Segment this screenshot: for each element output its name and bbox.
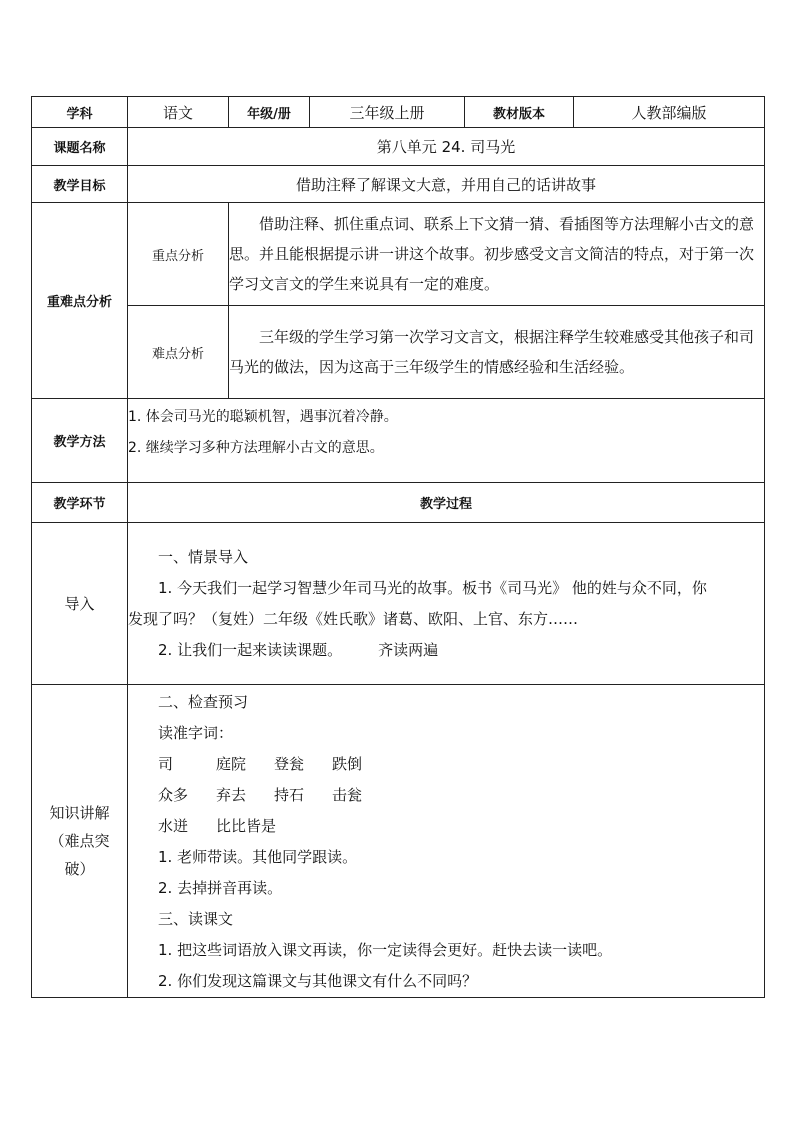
teaching-goal-value: 借助注释了解课文大意，并用自己的话讲故事 <box>128 166 765 203</box>
intro-stage: 导入 <box>32 523 128 685</box>
lesson-plan-table <box>31 96 765 998</box>
intro-line-2-action: 齐读两遍 <box>378 640 439 659</box>
lesson-title-value: 第八单元 24. 司马光 <box>128 128 765 166</box>
key-point-row <box>32 203 765 306</box>
knowledge-content <box>128 685 765 998</box>
knowledge-step: 2. 去掉拼音再读。 <box>158 879 283 897</box>
reading-heading: 三、读课文 <box>158 910 234 928</box>
edition-value: 人教部编版 <box>574 97 765 128</box>
word-row <box>128 811 764 842</box>
preview-heading: 二、检查预习 <box>158 693 249 711</box>
methods-label: 教学方法 <box>32 399 128 483</box>
word: 比比皆是 <box>216 817 277 835</box>
knowledge-stage-line: 知识讲解 <box>49 804 110 822</box>
header-row <box>32 97 765 128</box>
knowledge-stage-line: 破） <box>64 860 95 878</box>
key-point-label: 重点分析 <box>128 203 229 306</box>
knowledge-step: 1. 把这些词语放入课文再读，你一定读得会更好。赶快去读一读吧。 <box>158 941 613 959</box>
word: 跌倒 <box>332 755 363 773</box>
word: 众多 <box>158 786 189 804</box>
word: 持石 <box>274 786 305 804</box>
knowledge-step: 2. 你们发现这篇课文与其他课文有什么不同吗？ <box>158 972 478 990</box>
method-item: 2. 继续学习多种方法理解小古文的意思。 <box>128 440 384 456</box>
intro-heading: 一、情景导入 <box>158 547 249 566</box>
intro-content <box>128 523 765 685</box>
edition-label: 教材版本 <box>465 97 574 128</box>
key-point-text: 借助注释、抓住重点词、联系上下文猜一猜、看插图等方法理解小古文的意思。并且能根据提示讲一讲这个故事。初步感受文言文简洁的特点，对于第一次学习文言文的学生来说具有一定的难度。 <box>229 203 765 306</box>
methods-list <box>128 399 765 483</box>
subject-label: 学科 <box>32 97 128 128</box>
grade-value: 三年级上册 <box>310 97 465 128</box>
intro-line-2 <box>128 635 764 666</box>
word: 击瓮 <box>332 786 363 804</box>
intro-line-1a: 1. 今天我们一起学习智慧少年司马光的故事。板书《司马光》 他的姓与众不同，你 <box>158 578 707 597</box>
intro-row <box>32 523 765 685</box>
knowledge-stage <box>32 685 128 998</box>
difficulty-text: 三年级的学生学习第一次学习文言文，根据注释学生较难感受其他孩子和司马光的做法，因为这高于三年级学生的情感经验和生活经验。 <box>229 306 765 399</box>
word-row <box>128 749 764 780</box>
process-header: 教学过程 <box>128 483 765 523</box>
difficulty-row <box>32 306 765 399</box>
lesson-title-row <box>32 128 765 166</box>
word-row <box>128 780 764 811</box>
word: 登瓮 <box>274 755 305 773</box>
knowledge-row <box>32 685 765 998</box>
subject-value: 语文 <box>128 97 229 128</box>
word: 庭院 <box>216 755 247 773</box>
lesson-title-label: 课题名称 <box>32 128 128 166</box>
stage-header: 教学环节 <box>32 483 128 523</box>
knowledge-stage-line: （难点突 <box>49 832 110 850</box>
word: 司 <box>158 755 174 773</box>
intro-line-2-text: 2. 让我们一起来读读课题。 <box>158 640 343 659</box>
word: 水迸 <box>158 817 189 835</box>
word: 弃去 <box>216 786 247 804</box>
analysis-label: 重难点分析 <box>32 203 128 399</box>
teaching-goal-label: 教学目标 <box>32 166 128 203</box>
methods-row <box>32 399 765 483</box>
intro-line-1b: 发现了吗？（复姓）二年级《姓氏歌》诸葛、欧阳、上官、东方…… <box>128 609 579 628</box>
difficulty-label: 难点分析 <box>128 306 229 399</box>
teaching-goal-row <box>32 166 765 203</box>
read-words-label: 读准字词： <box>158 724 234 742</box>
process-header-row <box>32 483 765 523</box>
grade-label: 年级/册 <box>229 97 310 128</box>
method-item: 1. 体会司马光的聪颖机智，遇事沉着冷静。 <box>128 409 398 425</box>
knowledge-step: 1. 老师带读。其他同学跟读。 <box>158 848 358 866</box>
